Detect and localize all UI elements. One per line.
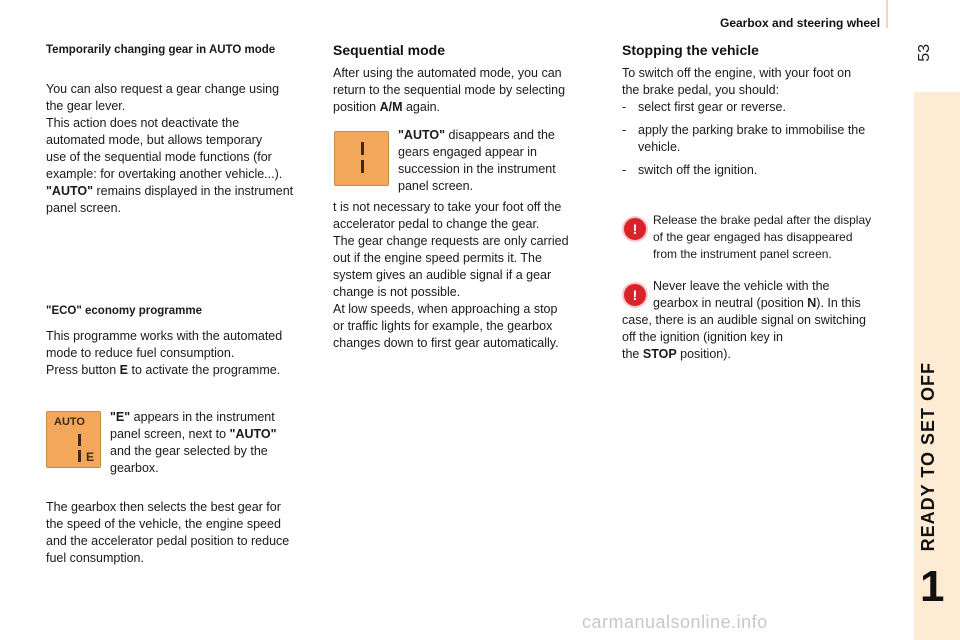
bullet-text: vehicle. bbox=[638, 140, 681, 154]
eco-press-post: to activate the programme. bbox=[128, 363, 281, 377]
warning-icon: ! bbox=[622, 282, 648, 308]
eco-heading: "ECO" economy programme bbox=[46, 305, 202, 317]
gear-bar-bottom bbox=[78, 450, 81, 462]
bullet-text: switch off the ignition. bbox=[638, 163, 758, 177]
e-rest: appears in the instrument bbox=[130, 410, 275, 424]
chapter-title: READY TO SET OFF bbox=[918, 362, 938, 552]
bullet-text: apply the parking brake to immobilise the bbox=[638, 123, 866, 137]
eco-key: E bbox=[119, 363, 128, 377]
seq-position-line bbox=[333, 99, 598, 116]
temp-auto-rest: remains displayed in the instrument bbox=[93, 184, 294, 198]
stop-bullet bbox=[622, 122, 897, 139]
temp-line: the gear lever. bbox=[46, 99, 126, 113]
warning-pre: the bbox=[622, 347, 643, 361]
auto-note-line: succession in the instrument bbox=[398, 162, 556, 176]
warning-line: Never leave the vehicle with the bbox=[653, 279, 830, 293]
eco-e-note bbox=[110, 409, 320, 477]
bullet-dash: - bbox=[622, 123, 627, 137]
auto-note-line: gears engaged appear in bbox=[398, 145, 538, 159]
seq-pos-post: again. bbox=[402, 100, 441, 114]
final-line: and the accelerator pedal position to reduce bbox=[46, 534, 290, 548]
warning-line: from the instrument panel screen. bbox=[653, 247, 832, 261]
temp-line: example: for overtaking another vehicle...). bbox=[46, 167, 283, 181]
temp-change-heading: Temporarily changing gear in AUTO mode bbox=[46, 44, 276, 56]
warning-post: ). In this bbox=[816, 296, 861, 310]
eco-line: mode to reduce fuel consumption. bbox=[46, 346, 235, 360]
warning-neutral-bottom bbox=[622, 312, 898, 363]
bullet-dash: - bbox=[622, 163, 627, 177]
e-line: and the gear selected by the bbox=[110, 444, 268, 458]
seq-body-line: changes down to first gear automatically. bbox=[333, 336, 559, 350]
e-line bbox=[110, 426, 320, 443]
final-line: The gearbox then selects the best gear for bbox=[46, 500, 281, 514]
e-line bbox=[110, 409, 320, 426]
seq-body-line: accelerator pedal to change the gear. bbox=[333, 217, 540, 231]
stop-key: STOP bbox=[642, 347, 677, 361]
warning-brake-release bbox=[653, 212, 898, 263]
stop-bullet bbox=[622, 162, 897, 179]
bullet-dash: - bbox=[622, 100, 627, 114]
temp-line: You can also request a gear change using bbox=[46, 82, 280, 96]
warning-line bbox=[622, 346, 898, 363]
auto-keyword: "AUTO" bbox=[46, 184, 94, 198]
warning-post: position). bbox=[676, 347, 731, 361]
eco-display-icon bbox=[46, 411, 101, 468]
gear-bar-bottom bbox=[361, 160, 364, 173]
warning-line bbox=[653, 295, 898, 312]
chapter-number: 1 bbox=[920, 562, 945, 611]
warning-icon: ! bbox=[622, 216, 648, 242]
final-line: fuel consumption. bbox=[46, 551, 144, 565]
am-keyword: A/M bbox=[379, 100, 403, 114]
eco-press-pre: Press button bbox=[46, 363, 120, 377]
warning-line: Release the brake pedal after the display bbox=[653, 213, 872, 227]
temp-line: panel screen. bbox=[46, 201, 122, 215]
stop-intro-line: the brake pedal, you should: bbox=[622, 83, 780, 97]
auto-disappears-note bbox=[398, 127, 593, 195]
gear-bar-top bbox=[78, 434, 81, 446]
sequential-display-icon bbox=[334, 131, 389, 186]
seq-body-line: out if the engine speed permits it. The bbox=[333, 251, 542, 265]
column-middle bbox=[333, 42, 598, 116]
eco-press-line bbox=[46, 362, 321, 379]
warning-neutral-top bbox=[653, 278, 898, 312]
e-keyword: "E" bbox=[110, 410, 131, 424]
e-auto-keyword: "AUTO" bbox=[229, 427, 277, 441]
gear-bar-top bbox=[361, 142, 364, 155]
auto-note-rest: disappears and the bbox=[445, 128, 555, 142]
temp-line: This action does not deactivate the bbox=[46, 116, 240, 130]
temp-line: automated mode, but allows temporary bbox=[46, 133, 263, 147]
seq-body-line: At low speeds, when approaching a stop bbox=[333, 302, 558, 316]
running-header: Gearbox and steering wheel bbox=[720, 16, 881, 30]
sequential-body bbox=[333, 199, 598, 352]
warning-line: of the gear engaged has disappeared bbox=[653, 230, 853, 244]
page-number: 53 bbox=[916, 44, 933, 62]
eco-e-indicator: E bbox=[86, 450, 95, 464]
final-line: the speed of the vehicle, the engine speed bbox=[46, 517, 281, 531]
seq-intro-line: After using the automated mode, you can bbox=[333, 66, 562, 80]
warning-line: case, there is an audible signal on switching bbox=[622, 313, 866, 327]
watermark: carmanualsonline.info bbox=[582, 612, 768, 632]
stop-intro-line: To switch off the engine, with your foot on bbox=[622, 66, 852, 80]
seq-body-line: or traffic lights for example, the gearbox bbox=[333, 319, 553, 333]
chapter-side-tab bbox=[914, 92, 960, 640]
stop-bullet-cont bbox=[622, 139, 897, 156]
stopping-vehicle-title: Stopping the vehicle bbox=[622, 42, 759, 58]
neutral-key: N bbox=[807, 296, 817, 310]
column-left bbox=[46, 42, 321, 379]
warning-line: off the ignition (ignition key in bbox=[622, 330, 783, 344]
sequential-mode-title: Sequential mode bbox=[333, 42, 446, 58]
seq-body-line: system gives an audible signal if a gear bbox=[333, 268, 552, 282]
seq-body-line: t is not necessary to take your foot off the bbox=[333, 200, 562, 214]
seq-body-line: change is not possible. bbox=[333, 285, 461, 299]
temp-auto-line bbox=[46, 183, 321, 200]
seq-intro-line: return to the sequential mode by selecting bbox=[333, 83, 566, 97]
auto-note-line bbox=[398, 127, 593, 144]
warning-pre: gearbox in neutral (position bbox=[653, 296, 808, 310]
auto-indicator: AUTO bbox=[54, 416, 85, 428]
header-divider bbox=[886, 0, 888, 28]
stop-bullet bbox=[622, 99, 897, 116]
e-line: gearbox. bbox=[110, 461, 159, 475]
seq-pos-pre: position bbox=[333, 100, 380, 114]
seq-body-line: The gear change requests are only carried bbox=[333, 234, 569, 248]
auto-note-line: panel screen. bbox=[398, 179, 474, 193]
temp-line: use of the sequential mode functions (for bbox=[46, 150, 272, 164]
eco-line: This programme works with the automated bbox=[46, 329, 283, 343]
column-right bbox=[622, 42, 897, 179]
eco-final-paragraph bbox=[46, 499, 321, 567]
auto-keyword: "AUTO" bbox=[398, 128, 446, 142]
bullet-text: select first gear or reverse. bbox=[638, 100, 786, 114]
e-line2-pre: panel screen, next to bbox=[110, 427, 230, 441]
